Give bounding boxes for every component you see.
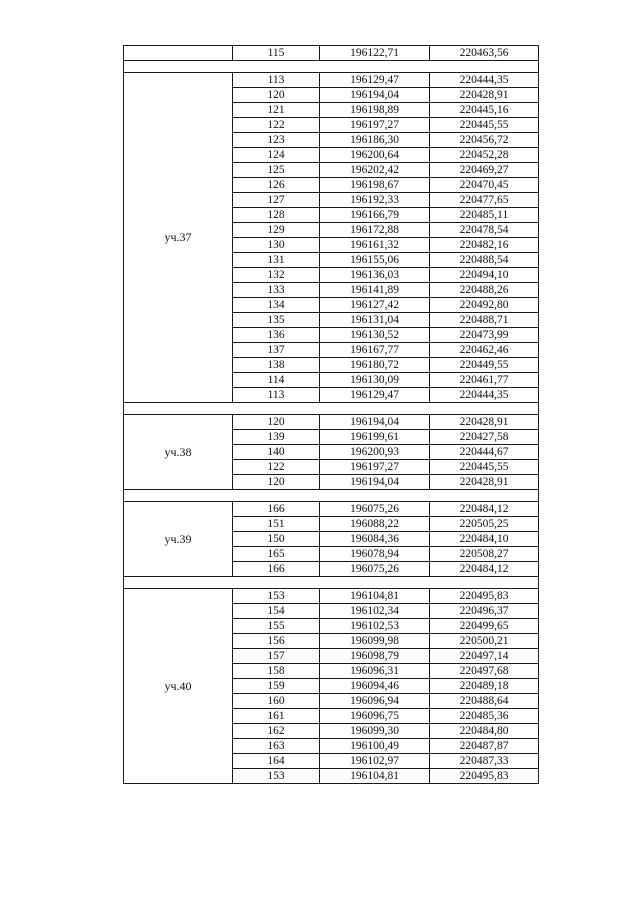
point-number-cell: 153: [233, 769, 320, 784]
x-coordinate-cell: 196197,27: [320, 460, 430, 475]
point-number-cell: 154: [233, 604, 320, 619]
x-coordinate-cell: 196099,30: [320, 724, 430, 739]
parcel-label-cell: [124, 46, 233, 61]
point-number-cell: 157: [233, 649, 320, 664]
x-coordinate-cell: 196136,03: [320, 268, 430, 283]
x-coordinate-cell: 196192,33: [320, 193, 430, 208]
point-number-cell: 128: [233, 208, 320, 223]
x-coordinate-cell: 196194,04: [320, 475, 430, 490]
group-separator-row: [124, 490, 539, 502]
y-coordinate-cell: 220508,27: [430, 547, 539, 562]
y-coordinate-cell: 220461,77: [430, 373, 539, 388]
parcel-label-cell: уч.39: [124, 502, 233, 577]
y-coordinate-cell: 220444,35: [430, 73, 539, 88]
y-coordinate-cell: 220473,99: [430, 328, 539, 343]
y-coordinate-cell: 220492,80: [430, 298, 539, 313]
point-number-cell: 139: [233, 430, 320, 445]
point-number-cell: 125: [233, 163, 320, 178]
point-number-cell: 140: [233, 445, 320, 460]
x-coordinate-cell: 196129,47: [320, 388, 430, 403]
point-number-cell: 130: [233, 238, 320, 253]
table-row: [124, 502, 539, 517]
y-coordinate-cell: 220488,54: [430, 253, 539, 268]
x-coordinate-cell: 196122,71: [320, 46, 430, 61]
point-number-cell: 138: [233, 358, 320, 373]
y-coordinate-cell: 220463,56: [430, 46, 539, 61]
point-number-cell: 160: [233, 694, 320, 709]
point-number-cell: 161: [233, 709, 320, 724]
y-coordinate-cell: 220428,91: [430, 415, 539, 430]
point-number-cell: 113: [233, 73, 320, 88]
point-number-cell: 124: [233, 148, 320, 163]
x-coordinate-cell: 196194,04: [320, 415, 430, 430]
y-coordinate-cell: 220485,36: [430, 709, 539, 724]
x-coordinate-cell: 196202,42: [320, 163, 430, 178]
point-number-cell: 166: [233, 502, 320, 517]
point-number-cell: 126: [233, 178, 320, 193]
point-number-cell: 120: [233, 415, 320, 430]
x-coordinate-cell: 196102,97: [320, 754, 430, 769]
x-coordinate-cell: 196078,94: [320, 547, 430, 562]
separator-cell: [124, 61, 539, 73]
group-separator-row: [124, 61, 539, 73]
point-number-cell: 133: [233, 283, 320, 298]
parcel-label-cell: уч.37: [124, 73, 233, 403]
y-coordinate-cell: 220496,37: [430, 604, 539, 619]
coordinates-table: [123, 45, 539, 784]
x-coordinate-cell: 196166,79: [320, 208, 430, 223]
point-number-cell: 136: [233, 328, 320, 343]
point-number-cell: 165: [233, 547, 320, 562]
x-coordinate-cell: 196102,34: [320, 604, 430, 619]
point-number-cell: 120: [233, 88, 320, 103]
point-number-cell: 114: [233, 373, 320, 388]
point-number-cell: 155: [233, 619, 320, 634]
x-coordinate-cell: 196096,75: [320, 709, 430, 724]
x-coordinate-cell: 196127,42: [320, 298, 430, 313]
x-coordinate-cell: 196131,04: [320, 313, 430, 328]
point-number-cell: 121: [233, 103, 320, 118]
y-coordinate-cell: 220444,67: [430, 445, 539, 460]
table-row: [124, 415, 539, 430]
x-coordinate-cell: 196088,22: [320, 517, 430, 532]
x-coordinate-cell: 196130,52: [320, 328, 430, 343]
separator-cell: [124, 403, 539, 415]
y-coordinate-cell: 220488,71: [430, 313, 539, 328]
point-number-cell: 158: [233, 664, 320, 679]
y-coordinate-cell: 220470,45: [430, 178, 539, 193]
x-coordinate-cell: 196198,67: [320, 178, 430, 193]
x-coordinate-cell: 196094,46: [320, 679, 430, 694]
y-coordinate-cell: 220505,25: [430, 517, 539, 532]
point-number-cell: 135: [233, 313, 320, 328]
y-coordinate-cell: 220497,68: [430, 664, 539, 679]
y-coordinate-cell: 220469,27: [430, 163, 539, 178]
y-coordinate-cell: 220484,12: [430, 502, 539, 517]
group-separator-row: [124, 577, 539, 589]
y-coordinate-cell: 220488,64: [430, 694, 539, 709]
y-coordinate-cell: 220495,83: [430, 589, 539, 604]
y-coordinate-cell: 220494,10: [430, 268, 539, 283]
parcel-label-cell: уч.38: [124, 415, 233, 490]
separator-cell: [124, 577, 539, 589]
y-coordinate-cell: 220444,35: [430, 388, 539, 403]
x-coordinate-cell: 196102,53: [320, 619, 430, 634]
y-coordinate-cell: 220487,87: [430, 739, 539, 754]
y-coordinate-cell: 220452,28: [430, 148, 539, 163]
point-number-cell: 127: [233, 193, 320, 208]
y-coordinate-cell: 220449,55: [430, 358, 539, 373]
y-coordinate-cell: 220485,11: [430, 208, 539, 223]
point-number-cell: 159: [233, 679, 320, 694]
x-coordinate-cell: 196098,79: [320, 649, 430, 664]
point-number-cell: 156: [233, 634, 320, 649]
y-coordinate-cell: 220427,58: [430, 430, 539, 445]
point-number-cell: 162: [233, 724, 320, 739]
y-coordinate-cell: 220484,10: [430, 532, 539, 547]
y-coordinate-cell: 220482,16: [430, 238, 539, 253]
separator-cell: [124, 490, 539, 502]
parcel-label-cell: уч.40: [124, 589, 233, 784]
point-number-cell: 113: [233, 388, 320, 403]
x-coordinate-cell: 196104,81: [320, 769, 430, 784]
table-row: [124, 46, 539, 61]
x-coordinate-cell: 196200,64: [320, 148, 430, 163]
y-coordinate-cell: 220499,65: [430, 619, 539, 634]
point-number-cell: 120: [233, 475, 320, 490]
x-coordinate-cell: 196199,61: [320, 430, 430, 445]
point-number-cell: 122: [233, 460, 320, 475]
y-coordinate-cell: 220488,26: [430, 283, 539, 298]
point-number-cell: 166: [233, 562, 320, 577]
point-number-cell: 151: [233, 517, 320, 532]
y-coordinate-cell: 220497,14: [430, 649, 539, 664]
point-number-cell: 131: [233, 253, 320, 268]
group-separator-row: [124, 403, 539, 415]
table-row: [124, 73, 539, 88]
x-coordinate-cell: 196104,81: [320, 589, 430, 604]
y-coordinate-cell: 220478,54: [430, 223, 539, 238]
x-coordinate-cell: 196180,72: [320, 358, 430, 373]
x-coordinate-cell: 196096,31: [320, 664, 430, 679]
x-coordinate-cell: 196075,26: [320, 562, 430, 577]
x-coordinate-cell: 196198,89: [320, 103, 430, 118]
y-coordinate-cell: 220495,83: [430, 769, 539, 784]
point-number-cell: 150: [233, 532, 320, 547]
x-coordinate-cell: 196100,49: [320, 739, 430, 754]
y-coordinate-cell: 220428,91: [430, 475, 539, 490]
y-coordinate-cell: 220484,80: [430, 724, 539, 739]
coordinates-table-body: [124, 46, 539, 784]
x-coordinate-cell: 196186,30: [320, 133, 430, 148]
y-coordinate-cell: 220500,21: [430, 634, 539, 649]
point-number-cell: 163: [233, 739, 320, 754]
x-coordinate-cell: 196130,09: [320, 373, 430, 388]
point-number-cell: 123: [233, 133, 320, 148]
point-number-cell: 134: [233, 298, 320, 313]
x-coordinate-cell: 196161,32: [320, 238, 430, 253]
point-number-cell: 153: [233, 589, 320, 604]
point-number-cell: 129: [233, 223, 320, 238]
point-number-cell: 132: [233, 268, 320, 283]
point-number-cell: 122: [233, 118, 320, 133]
y-coordinate-cell: 220445,55: [430, 118, 539, 133]
x-coordinate-cell: 196096,94: [320, 694, 430, 709]
x-coordinate-cell: 196141,89: [320, 283, 430, 298]
x-coordinate-cell: 196084,36: [320, 532, 430, 547]
y-coordinate-cell: 220462,46: [430, 343, 539, 358]
point-number-cell: 137: [233, 343, 320, 358]
x-coordinate-cell: 196194,04: [320, 88, 430, 103]
x-coordinate-cell: 196200,93: [320, 445, 430, 460]
x-coordinate-cell: 196172,88: [320, 223, 430, 238]
x-coordinate-cell: 196155,06: [320, 253, 430, 268]
y-coordinate-cell: 220445,16: [430, 103, 539, 118]
x-coordinate-cell: 196167,77: [320, 343, 430, 358]
table-row: [124, 589, 539, 604]
y-coordinate-cell: 220484,12: [430, 562, 539, 577]
x-coordinate-cell: 196197,27: [320, 118, 430, 133]
y-coordinate-cell: 220456,72: [430, 133, 539, 148]
point-number-cell: 164: [233, 754, 320, 769]
y-coordinate-cell: 220428,91: [430, 88, 539, 103]
x-coordinate-cell: 196075,26: [320, 502, 430, 517]
y-coordinate-cell: 220489,18: [430, 679, 539, 694]
y-coordinate-cell: 220445,55: [430, 460, 539, 475]
y-coordinate-cell: 220487,33: [430, 754, 539, 769]
x-coordinate-cell: 196099,98: [320, 634, 430, 649]
point-number-cell: 115: [233, 46, 320, 61]
x-coordinate-cell: 196129,47: [320, 73, 430, 88]
y-coordinate-cell: 220477,65: [430, 193, 539, 208]
